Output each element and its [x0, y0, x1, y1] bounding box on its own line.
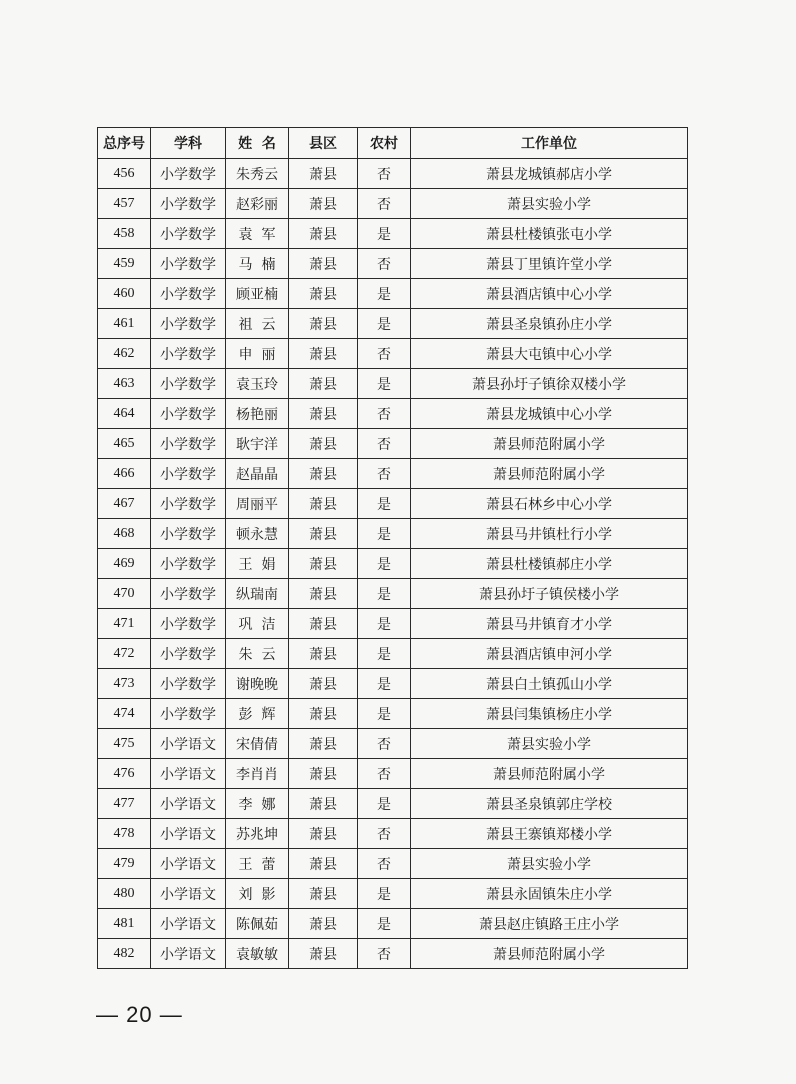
cell-subject: 小学数学	[151, 309, 226, 339]
cell-subject: 小学数学	[151, 459, 226, 489]
table-row	[98, 879, 688, 909]
table-row	[98, 249, 688, 279]
table-row	[98, 489, 688, 519]
cell-unit: 萧县孙圩子镇侯楼小学	[411, 579, 688, 609]
cell-subject: 小学语文	[151, 789, 226, 819]
table-row	[98, 549, 688, 579]
cell-rural: 是	[358, 909, 411, 939]
cell-unit: 萧县孙圩子镇徐双楼小学	[411, 369, 688, 399]
cell-name: 顾亚楠	[226, 279, 289, 309]
cell-seq: 457	[98, 189, 151, 219]
table-row	[98, 189, 688, 219]
cell-name: 周丽平	[226, 489, 289, 519]
cell-rural: 是	[358, 519, 411, 549]
cell-unit: 萧县师范附属小学	[411, 939, 688, 969]
cell-rural: 是	[358, 279, 411, 309]
cell-seq: 469	[98, 549, 151, 579]
cell-rural: 是	[358, 219, 411, 249]
cell-subject: 小学语文	[151, 819, 226, 849]
table-row	[98, 789, 688, 819]
header-rural: 农村	[358, 128, 411, 159]
cell-county: 萧县	[289, 489, 358, 519]
cell-seq: 472	[98, 639, 151, 669]
cell-county: 萧县	[289, 249, 358, 279]
cell-county: 萧县	[289, 699, 358, 729]
cell-unit: 萧县王寨镇郑楼小学	[411, 819, 688, 849]
cell-subject: 小学数学	[151, 639, 226, 669]
cell-name: 朱 云	[226, 639, 289, 669]
cell-seq: 467	[98, 489, 151, 519]
cell-name: 顿永慧	[226, 519, 289, 549]
cell-rural: 是	[358, 699, 411, 729]
cell-seq: 465	[98, 429, 151, 459]
cell-subject: 小学语文	[151, 849, 226, 879]
cell-unit: 萧县大屯镇中心小学	[411, 339, 688, 369]
cell-subject: 小学语文	[151, 909, 226, 939]
cell-subject: 小学数学	[151, 429, 226, 459]
cell-name: 陈佩茹	[226, 909, 289, 939]
cell-county: 萧县	[289, 399, 358, 429]
table-row	[98, 339, 688, 369]
table-row	[98, 459, 688, 489]
cell-subject: 小学数学	[151, 219, 226, 249]
cell-rural: 是	[358, 369, 411, 399]
cell-subject: 小学数学	[151, 189, 226, 219]
cell-rural: 否	[358, 819, 411, 849]
header-seq: 总序号	[98, 128, 151, 159]
cell-rural: 否	[358, 759, 411, 789]
cell-unit: 萧县师范附属小学	[411, 459, 688, 489]
cell-name: 赵晶晶	[226, 459, 289, 489]
table-row	[98, 759, 688, 789]
cell-unit: 萧县龙城镇郝店小学	[411, 159, 688, 189]
cell-county: 萧县	[289, 729, 358, 759]
table-row	[98, 219, 688, 249]
cell-name: 彭 辉	[226, 699, 289, 729]
cell-name: 耿宇洋	[226, 429, 289, 459]
cell-rural: 是	[358, 549, 411, 579]
cell-county: 萧县	[289, 219, 358, 249]
cell-unit: 萧县实验小学	[411, 729, 688, 759]
cell-subject: 小学语文	[151, 939, 226, 969]
cell-seq: 476	[98, 759, 151, 789]
table-header-row	[98, 128, 688, 159]
cell-unit: 萧县圣泉镇孙庄小学	[411, 309, 688, 339]
cell-name: 申 丽	[226, 339, 289, 369]
cell-unit: 萧县石林乡中心小学	[411, 489, 688, 519]
cell-rural: 否	[358, 249, 411, 279]
cell-rural: 否	[358, 399, 411, 429]
cell-county: 萧县	[289, 669, 358, 699]
cell-unit: 萧县闫集镇杨庄小学	[411, 699, 688, 729]
cell-subject: 小学数学	[151, 579, 226, 609]
cell-seq: 479	[98, 849, 151, 879]
cell-county: 萧县	[289, 279, 358, 309]
table-row	[98, 609, 688, 639]
cell-name: 纵瑞南	[226, 579, 289, 609]
cell-rural: 否	[358, 339, 411, 369]
cell-subject: 小学语文	[151, 729, 226, 759]
cell-name: 李 娜	[226, 789, 289, 819]
table-row	[98, 429, 688, 459]
cell-name: 赵彩丽	[226, 189, 289, 219]
cell-county: 萧县	[289, 549, 358, 579]
cell-unit: 萧县丁里镇许堂小学	[411, 249, 688, 279]
cell-rural: 否	[358, 429, 411, 459]
cell-subject: 小学数学	[151, 279, 226, 309]
cell-unit: 萧县马井镇杜行小学	[411, 519, 688, 549]
header-unit: 工作单位	[411, 128, 688, 159]
table-row	[98, 729, 688, 759]
cell-subject: 小学数学	[151, 519, 226, 549]
cell-subject: 小学数学	[151, 339, 226, 369]
cell-county: 萧县	[289, 939, 358, 969]
cell-subject: 小学数学	[151, 399, 226, 429]
cell-rural: 否	[358, 459, 411, 489]
cell-unit: 萧县师范附属小学	[411, 759, 688, 789]
cell-seq: 474	[98, 699, 151, 729]
cell-seq: 482	[98, 939, 151, 969]
header-name: 姓 名	[226, 128, 289, 159]
cell-unit: 萧县实验小学	[411, 849, 688, 879]
table-row	[98, 939, 688, 969]
cell-name: 袁玉玲	[226, 369, 289, 399]
cell-subject: 小学数学	[151, 609, 226, 639]
cell-rural: 是	[358, 669, 411, 699]
cell-seq: 480	[98, 879, 151, 909]
cell-county: 萧县	[289, 609, 358, 639]
page-number: — 20 —	[96, 1002, 183, 1027]
cell-subject: 小学数学	[151, 669, 226, 699]
cell-unit: 萧县圣泉镇郭庄学校	[411, 789, 688, 819]
cell-unit: 萧县师范附属小学	[411, 429, 688, 459]
cell-subject: 小学语文	[151, 759, 226, 789]
cell-name: 谢晚晚	[226, 669, 289, 699]
table-row	[98, 909, 688, 939]
cell-rural: 是	[358, 579, 411, 609]
table-row	[98, 819, 688, 849]
table-body	[98, 159, 688, 969]
cell-county: 萧县	[289, 429, 358, 459]
cell-seq: 456	[98, 159, 151, 189]
cell-unit: 萧县马井镇育才小学	[411, 609, 688, 639]
cell-unit: 萧县杜楼镇张屯小学	[411, 219, 688, 249]
cell-rural: 是	[358, 639, 411, 669]
cell-seq: 461	[98, 309, 151, 339]
table-row	[98, 669, 688, 699]
cell-subject: 小学数学	[151, 699, 226, 729]
cell-subject: 小学数学	[151, 489, 226, 519]
cell-rural: 否	[358, 189, 411, 219]
cell-seq: 458	[98, 219, 151, 249]
cell-seq: 478	[98, 819, 151, 849]
cell-seq: 470	[98, 579, 151, 609]
cell-seq: 459	[98, 249, 151, 279]
cell-seq: 468	[98, 519, 151, 549]
table-row	[98, 699, 688, 729]
cell-unit: 萧县赵庄镇路王庄小学	[411, 909, 688, 939]
table-row	[98, 159, 688, 189]
cell-county: 萧县	[289, 339, 358, 369]
cell-county: 萧县	[289, 639, 358, 669]
cell-name: 宋倩倩	[226, 729, 289, 759]
cell-name: 祖 云	[226, 309, 289, 339]
table-row	[98, 399, 688, 429]
cell-name: 苏兆坤	[226, 819, 289, 849]
cell-unit: 萧县白土镇孤山小学	[411, 669, 688, 699]
cell-rural: 否	[358, 159, 411, 189]
cell-rural: 否	[358, 939, 411, 969]
cell-county: 萧县	[289, 849, 358, 879]
cell-county: 萧县	[289, 369, 358, 399]
cell-seq: 471	[98, 609, 151, 639]
cell-rural: 是	[358, 489, 411, 519]
cell-rural: 否	[358, 729, 411, 759]
teacher-roster-table	[97, 127, 688, 969]
cell-unit: 萧县酒店镇中心小学	[411, 279, 688, 309]
cell-county: 萧县	[289, 519, 358, 549]
cell-subject: 小学数学	[151, 369, 226, 399]
cell-seq: 473	[98, 669, 151, 699]
cell-county: 萧县	[289, 909, 358, 939]
cell-unit: 萧县实验小学	[411, 189, 688, 219]
cell-subject: 小学语文	[151, 879, 226, 909]
cell-name: 王 蕾	[226, 849, 289, 879]
table-row	[98, 309, 688, 339]
cell-county: 萧县	[289, 459, 358, 489]
cell-seq: 475	[98, 729, 151, 759]
cell-unit: 萧县酒店镇申河小学	[411, 639, 688, 669]
cell-rural: 是	[358, 309, 411, 339]
cell-county: 萧县	[289, 309, 358, 339]
cell-county: 萧县	[289, 759, 358, 789]
cell-subject: 小学数学	[151, 549, 226, 579]
cell-county: 萧县	[289, 789, 358, 819]
cell-unit: 萧县杜楼镇郝庄小学	[411, 549, 688, 579]
cell-subject: 小学数学	[151, 249, 226, 279]
cell-name: 巩 洁	[226, 609, 289, 639]
cell-county: 萧县	[289, 819, 358, 849]
table-row	[98, 369, 688, 399]
table-row	[98, 519, 688, 549]
cell-name: 袁敏敏	[226, 939, 289, 969]
cell-name: 杨艳丽	[226, 399, 289, 429]
cell-seq: 463	[98, 369, 151, 399]
cell-seq: 462	[98, 339, 151, 369]
cell-county: 萧县	[289, 579, 358, 609]
cell-name: 王 娟	[226, 549, 289, 579]
cell-name: 马 楠	[226, 249, 289, 279]
cell-rural: 是	[358, 879, 411, 909]
cell-unit: 萧县永固镇朱庄小学	[411, 879, 688, 909]
header-subject: 学科	[151, 128, 226, 159]
cell-name: 袁 军	[226, 219, 289, 249]
cell-seq: 481	[98, 909, 151, 939]
table-row	[98, 579, 688, 609]
cell-county: 萧县	[289, 189, 358, 219]
cell-rural: 是	[358, 789, 411, 819]
table-row	[98, 639, 688, 669]
cell-rural: 否	[358, 849, 411, 879]
table-row	[98, 849, 688, 879]
cell-rural: 是	[358, 609, 411, 639]
cell-seq: 477	[98, 789, 151, 819]
cell-name: 朱秀云	[226, 159, 289, 189]
cell-unit: 萧县龙城镇中心小学	[411, 399, 688, 429]
cell-subject: 小学数学	[151, 159, 226, 189]
header-county: 县区	[289, 128, 358, 159]
cell-name: 刘 影	[226, 879, 289, 909]
cell-seq: 466	[98, 459, 151, 489]
cell-county: 萧县	[289, 879, 358, 909]
cell-county: 萧县	[289, 159, 358, 189]
cell-name: 李肖肖	[226, 759, 289, 789]
table-row	[98, 279, 688, 309]
cell-seq: 464	[98, 399, 151, 429]
cell-seq: 460	[98, 279, 151, 309]
